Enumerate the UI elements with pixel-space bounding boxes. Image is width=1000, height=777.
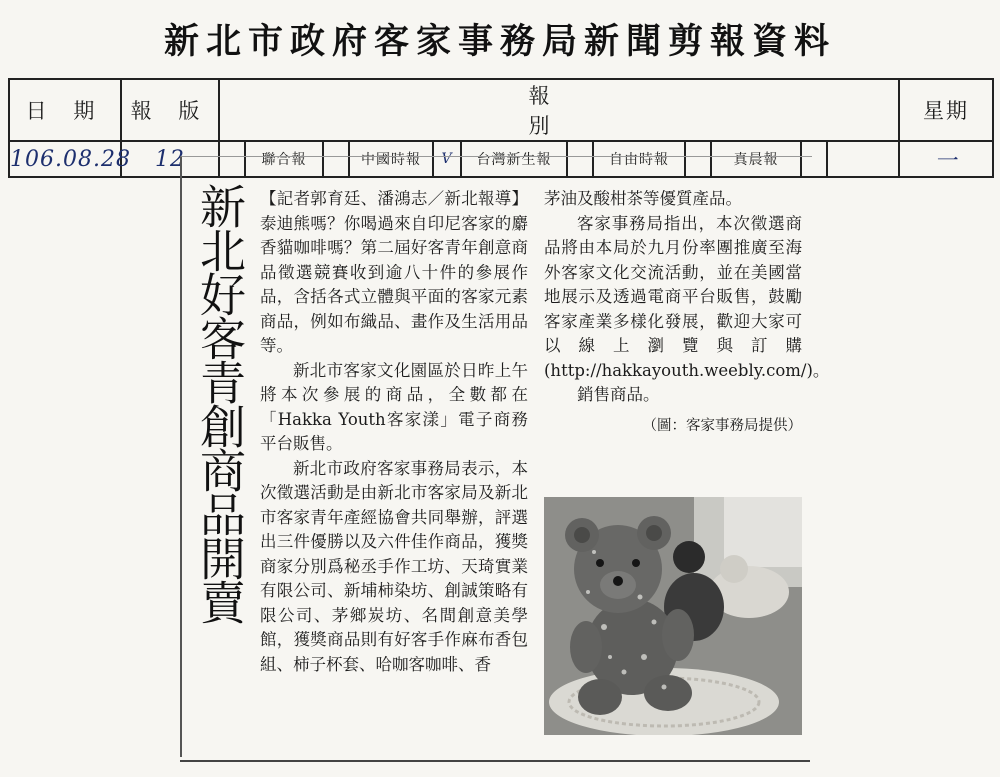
newspaper-header: 報 別 bbox=[219, 79, 899, 141]
edition-value: 12 bbox=[155, 146, 185, 172]
paper-taiwan-shin-sheng: 台灣新生報 bbox=[462, 142, 568, 176]
article-paragraph: 新北市客家文化園區於日昨上午將本次參展的商品，全數都在「Hakka Youth客家漾」電子商務平台販售。 bbox=[260, 360, 528, 453]
teddy-bear-illustration bbox=[544, 497, 802, 735]
check-mark: V bbox=[441, 151, 453, 167]
weekday-header: 星期 bbox=[899, 79, 993, 141]
article-column-1 bbox=[260, 187, 528, 677]
date-value: 106.08.28 bbox=[10, 146, 131, 172]
article-paragraph: 新北市政府客家事務局表示，本次徵選活動是由新北市客家局及新北市客家青年產經協會共同舉辦，評選出三件優勝以及六件佳作商品，獲獎商家分別爲秘丞手作工坊、天琦實業有限公司、新埔柿染坊、創誠策略有限公司、茅鄉炭坊、名間創意美學館，獲獎商品則有好客手作麻布香包組、柿子杯套、哈咖客咖啡、香 bbox=[260, 458, 528, 674]
photo-credit: （圖：客家事務局提供） bbox=[642, 417, 802, 434]
article-paragraph: 茅油及酸柑茶等優質產品。 bbox=[544, 189, 742, 208]
article-headline: 新北好客青創商品開賣 bbox=[193, 183, 247, 623]
page-title: 新北市政府客家事務局新聞剪報資料 bbox=[163, 21, 836, 62]
paper-morning-post: 真晨報 bbox=[712, 142, 802, 176]
bottom-rule bbox=[180, 760, 810, 762]
article-paragraph: 銷售商品。 bbox=[577, 385, 660, 404]
paper-udn: 聯合報 bbox=[246, 142, 324, 176]
date-header: 日 期 bbox=[9, 79, 121, 141]
article-paragraph: 【記者郭育廷、潘鴻志／新北報導】泰迪熊嗎？你喝過來自印尼客家的麝香貓咖啡嗎？第二屆好客青年創意商品徵選競賽收到逾八十件的參展作品，含括各式立體與平面的客家元素商品，例如布織品、畫作及生活用品等。 bbox=[260, 189, 528, 355]
paper-china-times: 中國時報 bbox=[350, 142, 434, 176]
weekday-value: 一 bbox=[934, 148, 958, 174]
teddy-bear-photo bbox=[544, 497, 802, 735]
news-clipping bbox=[180, 156, 830, 757]
edition-header: 報 版 bbox=[121, 79, 219, 141]
article-column-2 bbox=[544, 187, 830, 438]
paper-liberty-times: 自由時報 bbox=[594, 142, 686, 176]
article-paragraph: 客家事務局指出，本次徵選商品將由本局於九月份率團推廣至海外客家文化交流活動，並在美國當地展示及透過電商平台販售，鼓勵客家產業多樣化發展，歡迎大家可以線上瀏覽與訂購 (http://hakkayouth.weebly.com/)。 bbox=[544, 213, 830, 380]
